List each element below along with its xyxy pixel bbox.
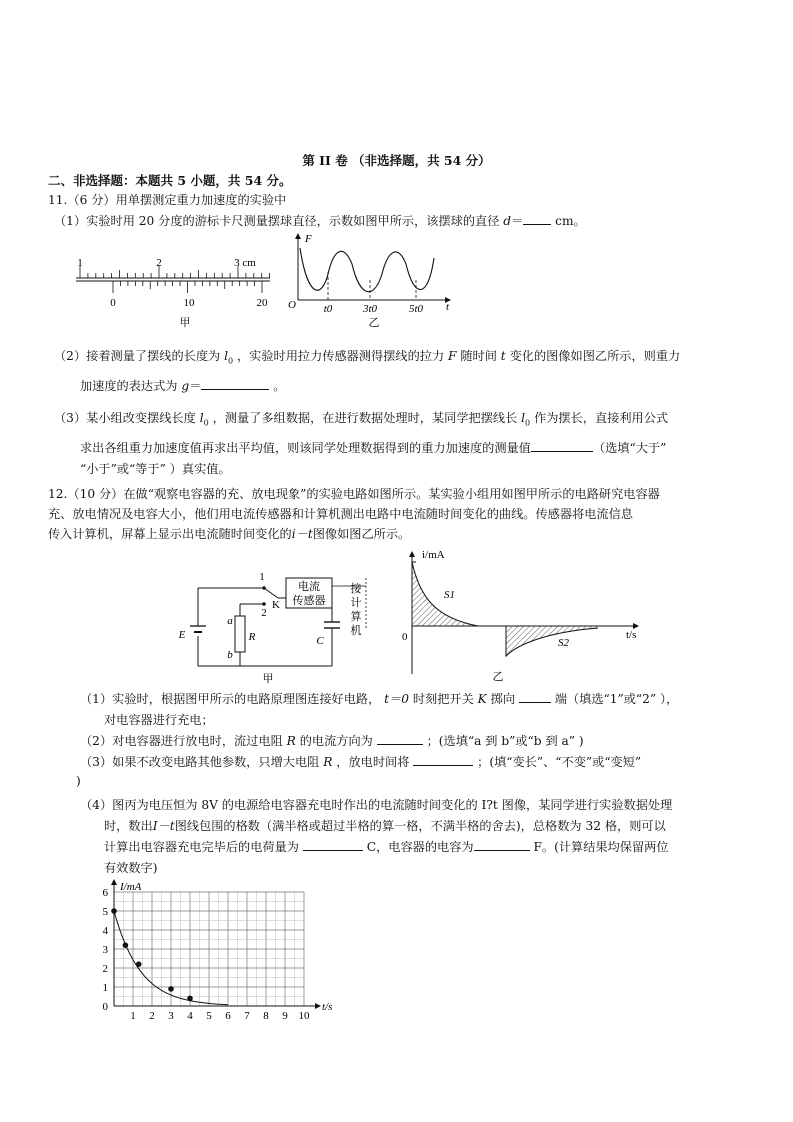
q12-sub1-line1 bbox=[80, 690, 678, 707]
y-tick-label: 4 bbox=[102, 925, 108, 937]
answer-blank-diameter[interactable] bbox=[523, 212, 551, 225]
q12-sub3-text-b: ，放电时间将 bbox=[336, 755, 410, 769]
current-time-graph bbox=[398, 548, 648, 683]
data-point bbox=[187, 996, 193, 1002]
q11-part2-line2: 加速度的表达式为 g＝ 。 bbox=[80, 379, 286, 393]
q12-intro-line1: 12.（10 分）在做“观察电容器的充、放电现象”的实验电路如图所示。某实验小组用如图甲所示的电路研究电容器 bbox=[48, 487, 660, 501]
x-tick-label: 6 bbox=[225, 1010, 231, 1022]
symbol-l0-3: l bbox=[521, 411, 526, 425]
q12-sub4-line3 bbox=[104, 838, 669, 855]
vernier-caliper-figure bbox=[70, 252, 280, 332]
q12-intro-line3 bbox=[48, 525, 410, 542]
i-axis-label: i/mA bbox=[422, 549, 445, 561]
y-tick-label: 1 bbox=[102, 982, 108, 994]
q12-sub1-line2: 对电容器进行充电； bbox=[104, 713, 214, 727]
tick-t0: t0 bbox=[323, 303, 333, 315]
figure-caption-jia: 甲 bbox=[179, 317, 191, 329]
x-tick-label: 2 bbox=[149, 1010, 155, 1022]
answer-blank-discharge-time[interactable] bbox=[413, 753, 473, 766]
symbol-g: g bbox=[181, 379, 190, 393]
area-label-S1: S1 bbox=[444, 589, 455, 601]
q12-sub4-line4: 有效数字) bbox=[104, 861, 158, 875]
switch-blade bbox=[264, 588, 278, 598]
sensor-label-1: 电流 bbox=[298, 581, 320, 593]
q12-intro-line2: 充、放电情况及电容大小，他们用电流传感器和计算机测出电路中电流随时间变化的曲线。传感器将电流信息 bbox=[48, 507, 633, 521]
q12-sub3-text-a: （3）如果不改变电路其他参数，只增大电阻 bbox=[80, 755, 320, 769]
x-tick-label: 3 bbox=[168, 1010, 174, 1022]
force-curve bbox=[300, 248, 434, 292]
volume-title: 第 II 卷 （非选择题，共 54 分） bbox=[302, 153, 491, 168]
q11-part2-line1: （2）接着测量了摆线的长度为 $l_0$ ，实验时用拉力传感器测得摆线的拉力 F 随时间 t 变化的图像如图乙所示，则重力 bbox=[54, 349, 681, 366]
q11-part2-text-a: （2）接着测量了摆线的长度为 bbox=[54, 349, 221, 363]
resistor-R bbox=[235, 616, 245, 652]
main-tick-2: 2 bbox=[156, 257, 162, 269]
computer-label-1: 接 bbox=[350, 583, 362, 595]
x-tick-label: 4 bbox=[187, 1010, 193, 1022]
q12-sub4-text-e: 计算出电容器充电完毕后的电荷量为 bbox=[104, 840, 299, 854]
node-b-label: b bbox=[227, 649, 233, 661]
grid-x-axis-label: t/s bbox=[322, 1001, 333, 1013]
q11-part2-text-d: 变化的图像如图乙所示，则重力 bbox=[509, 349, 681, 363]
q12-sub1-text-d: 掷向 bbox=[490, 692, 516, 706]
symbol-R: R bbox=[286, 734, 296, 748]
force-time-graph bbox=[282, 228, 462, 330]
circuit-diagram bbox=[170, 560, 385, 685]
answer-blank-compare[interactable] bbox=[531, 439, 593, 452]
vernier-tick-0: 0 bbox=[110, 297, 116, 309]
node-2-label: 2 bbox=[261, 607, 267, 619]
section-title: 二、非选择题：本题共 5 小题，共 54 分。 bbox=[48, 173, 292, 188]
main-tick-1: 1 bbox=[77, 257, 83, 269]
tick-3t0: 3t0 bbox=[362, 303, 378, 315]
y-label-F: F bbox=[305, 233, 312, 245]
q11-part3-text-d: 求出各组重力加速度值再求出平均值，则该同学处理数据得到的重力加速度的测量值 bbox=[80, 441, 531, 455]
answer-blank-g-expression[interactable] bbox=[201, 377, 269, 390]
origin-zero: 0 bbox=[402, 631, 408, 643]
symbol-R-2: R bbox=[323, 755, 333, 769]
q12-sub2-text-a: （2）对电容器进行放电时，流过电阻 bbox=[80, 734, 283, 748]
q11-intro: 11.（6 分）用单摆测定重力加速度的实验中 bbox=[48, 193, 287, 207]
x-tick-label: 10 bbox=[298, 1010, 310, 1022]
q11-part3-line1: （3）某小组改变摆线长度 $l_0$ ，测量了多组数据，在进行数据处理时，某同学把摆线长 $l_0$ 作为摆长，直接利用公式 bbox=[54, 411, 669, 428]
origin-O: O bbox=[288, 299, 296, 311]
data-point bbox=[111, 908, 117, 914]
symbol-d: d bbox=[503, 214, 512, 228]
y-tick-label: 3 bbox=[102, 944, 108, 956]
q11-part3-text-a: （3）某小组改变摆线长度 bbox=[54, 411, 196, 425]
q12-sub4-text-b: 时，数出 bbox=[104, 819, 153, 833]
answer-blank-charge[interactable] bbox=[303, 838, 363, 851]
q11-part1-text: （1）实验时用 20 分度的游标卡尺测量摆球直径，示数如图甲所示，该摆球的直径 bbox=[54, 214, 500, 228]
q11-part1: （1）实验时用 20 分度的游标卡尺测量摆球直径，示数如图甲所示，该摆球的直径 d＝ cm。 bbox=[54, 214, 586, 228]
computer-label-3: 算 bbox=[350, 611, 362, 623]
q12-sub1-text-e: 端（填选“1”或“2” ）， bbox=[554, 692, 679, 706]
q12-sub4-line1: （4）图丙为电压恒为 8V 的电源给电容器充电时作出的电流随时间变化的 I?t 图像，某同学进行实验数据处理 bbox=[80, 798, 673, 812]
x-tick-label: 9 bbox=[282, 1010, 288, 1022]
node-a-label: a bbox=[227, 615, 233, 627]
symbol-F: F bbox=[448, 349, 457, 363]
answer-blank-switch-position[interactable] bbox=[519, 690, 551, 703]
q11-part3-line3: “小于”或“等于” ）真实值。 bbox=[80, 462, 231, 476]
q11-part2-text-c: 随时间 bbox=[460, 349, 497, 363]
q12-sub3-text-c: ；(填“变长”、“不变”或“变短” bbox=[477, 755, 642, 769]
y-tick-label: 5 bbox=[102, 906, 108, 918]
figure-caption-it: 乙 bbox=[492, 671, 504, 683]
x-label-t: t bbox=[446, 301, 450, 313]
discharge-area-S2 bbox=[506, 626, 598, 656]
q12-sub1-text-a: （1）实验时，根据图甲所示的电路原理图连接好电路， bbox=[80, 692, 381, 706]
q12-sub4-text-d: 图线包围的格数（满半格或超过半格的算一格，不满半格的舍去)，总格数为 32 格，则可以 bbox=[174, 819, 666, 833]
symbol-K: K bbox=[477, 692, 487, 706]
q11-part3-text-b: ，测量了多组数据，在进行数据处理时，某同学把摆线长 bbox=[212, 411, 518, 425]
symbol-t: t bbox=[500, 349, 506, 363]
figure-caption-circuit: 甲 bbox=[262, 673, 274, 685]
q12-sub4-text-f: C，电容器的电容为 bbox=[366, 840, 474, 854]
grid-y-axis-label: I/mA bbox=[120, 881, 142, 893]
y-tick-label: 6 bbox=[102, 887, 108, 899]
q12-sub2-text-c: ；(选填“a 到 b”或“b 到 a” ) bbox=[426, 734, 584, 748]
q12-sub4-line2 bbox=[104, 817, 666, 834]
q12-sub4-text-g: F。(计算结果均保留两位 bbox=[533, 840, 669, 854]
emf-E-label: E bbox=[178, 629, 186, 641]
data-point bbox=[168, 986, 174, 992]
q12-sub1-text-c: 时刻把开关 bbox=[412, 692, 474, 706]
symbol-t-zero: t＝0 bbox=[384, 692, 409, 706]
y-tick-label: 2 bbox=[102, 963, 108, 975]
area-label-S2: S2 bbox=[558, 637, 569, 649]
q11-part3-line2 bbox=[80, 439, 666, 456]
computer-label-2: 计 bbox=[350, 597, 362, 609]
q11-part1-unit: cm。 bbox=[555, 214, 586, 228]
q12-sub3-close: ) bbox=[76, 774, 81, 788]
q12-sub3 bbox=[80, 753, 641, 770]
tick-5t0: 5t0 bbox=[408, 303, 424, 315]
q11-part2-text-e: 加速度的表达式为 bbox=[80, 379, 178, 393]
resistor-R-label: R bbox=[248, 631, 256, 643]
q11-part2-text-f: 。 bbox=[273, 379, 286, 393]
capacitor-C-label: C bbox=[316, 635, 324, 647]
q12-intro-text-a: 传入计算机，屏幕上显示出电流随时间变化的 bbox=[48, 527, 292, 541]
symbol-l0: l bbox=[224, 349, 228, 363]
symbol-l0-2: l bbox=[199, 411, 204, 425]
q11-part2-text-b: ，实验时用拉力传感器测得摆线的拉力 bbox=[236, 349, 445, 363]
main-tick-3cm: 3 cm bbox=[234, 257, 256, 269]
symbol-i-t: i－t bbox=[291, 527, 313, 541]
x-tick-label: 1 bbox=[130, 1010, 136, 1022]
switch-K-label: K bbox=[272, 599, 280, 611]
q12-sub2-text-b: 的电流方向为 bbox=[299, 734, 373, 748]
answer-blank-capacitance[interactable] bbox=[474, 838, 530, 851]
symbol-I-t: I－t bbox=[152, 819, 175, 833]
sensor-label-2: 传感器 bbox=[292, 595, 326, 607]
q12-sub2 bbox=[80, 732, 584, 749]
vernier-tick-10: 10 bbox=[183, 297, 195, 309]
answer-blank-current-direction[interactable] bbox=[377, 732, 423, 745]
q11-part3-text-c: 作为摆长，直接利用公式 bbox=[534, 411, 669, 425]
q11-part3-text-e: （选填“大于” bbox=[592, 441, 667, 455]
data-point bbox=[123, 942, 129, 948]
vernier-tick-20: 20 bbox=[256, 297, 268, 309]
q12-intro-text-c: 图像如图乙所示。 bbox=[312, 527, 411, 541]
x-tick-label: 5 bbox=[206, 1010, 212, 1022]
figure-caption-yi: 乙 bbox=[368, 317, 380, 329]
node-1-label: 1 bbox=[259, 571, 265, 583]
t-axis-label: t/s bbox=[626, 629, 637, 641]
computer-label-4: 机 bbox=[350, 625, 362, 637]
y-tick-label: 0 bbox=[102, 1001, 108, 1013]
current-grid-chart bbox=[92, 876, 352, 1026]
data-point bbox=[136, 961, 142, 967]
x-tick-label: 8 bbox=[263, 1010, 269, 1022]
x-tick-label: 7 bbox=[244, 1010, 250, 1022]
